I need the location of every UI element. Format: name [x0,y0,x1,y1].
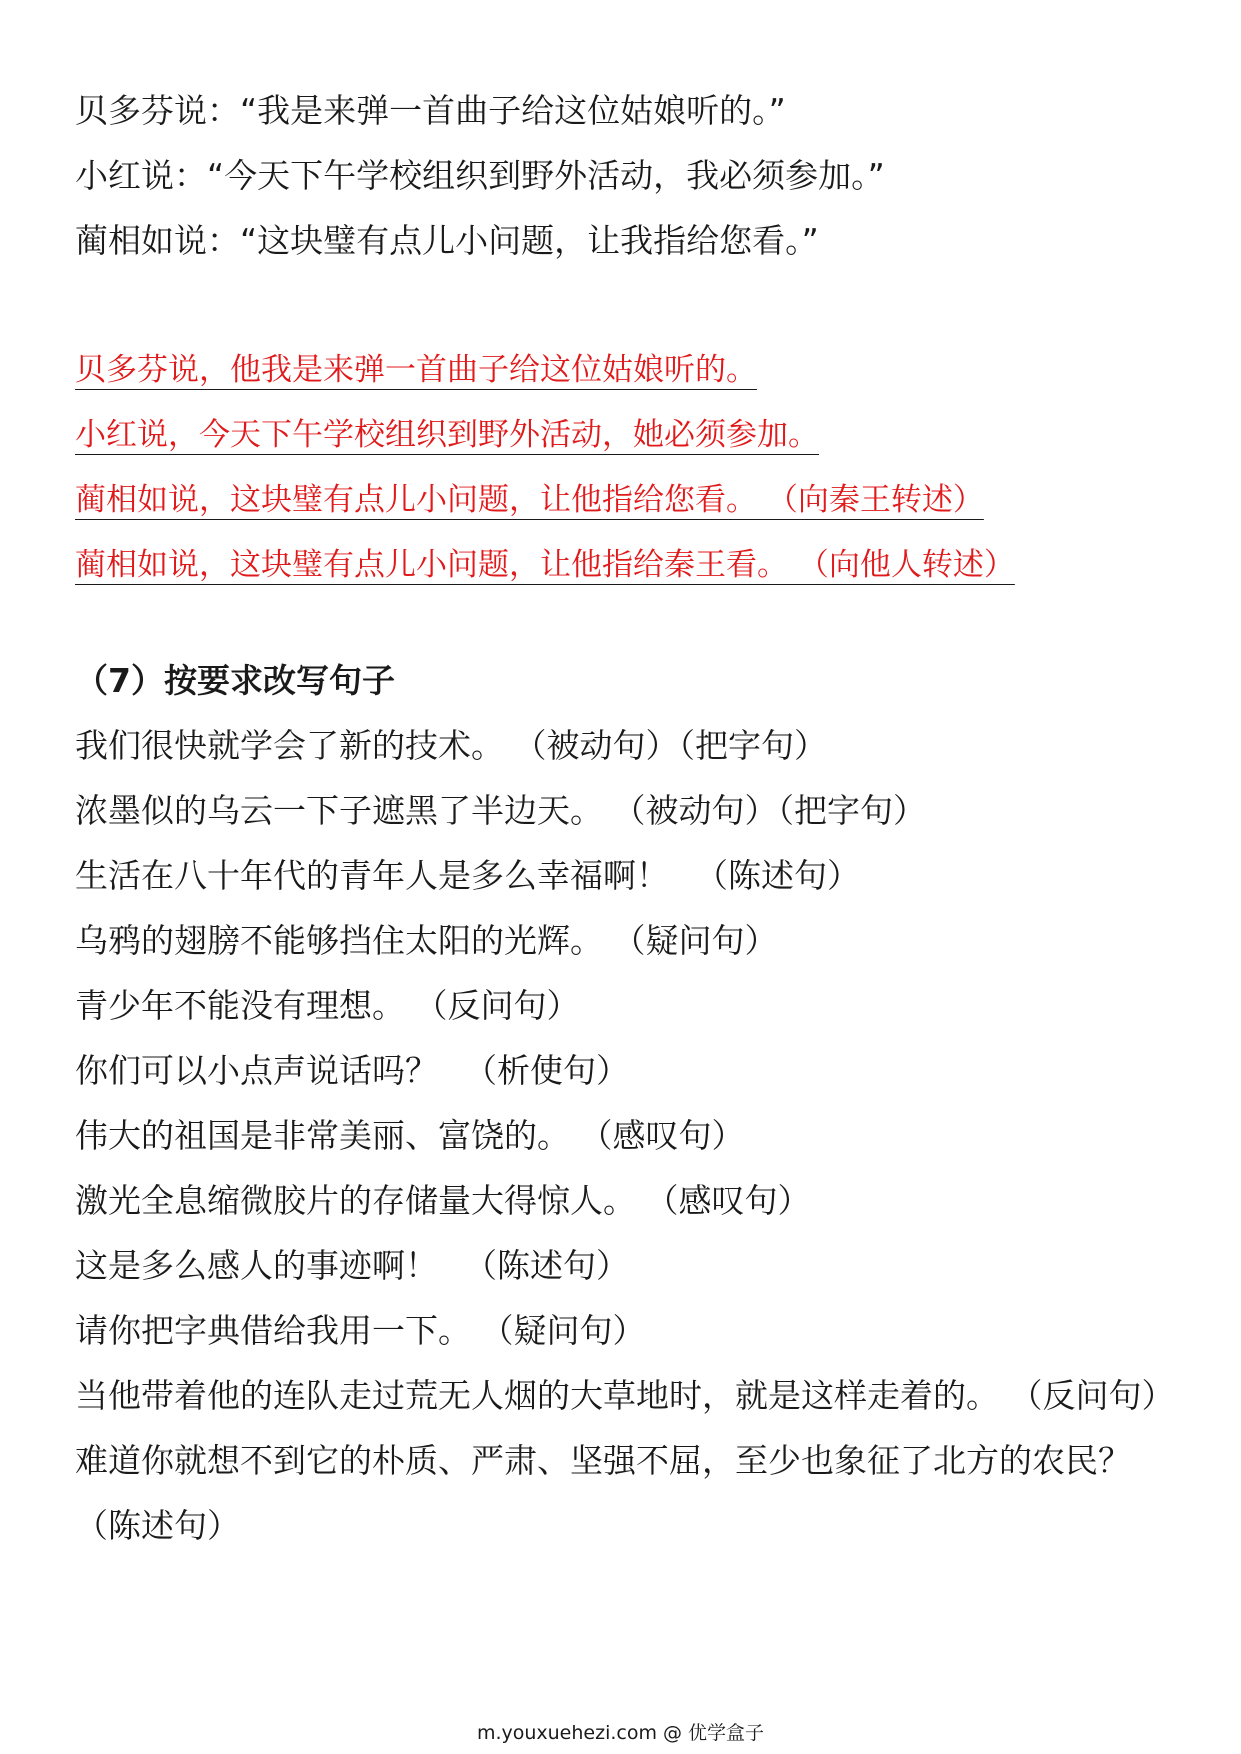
exercise-item [75,713,1175,778]
answer-line [75,533,1175,598]
dialogue-line: 贝多芬说：“我是来弹一首曲子给这位姑娘听的。” [75,91,786,130]
answer-line [75,403,1175,468]
exercise-note: （被动句）（把字句） [530,726,827,765]
exercise-note: （疑问句） [629,921,778,960]
answer-text: 小红说，今天下午学校组织到野外活动，她必须参加。 [75,417,819,453]
exercise-item [75,1038,1175,1103]
exercise-note: （感叹句） [662,1181,811,1220]
spacer [75,598,1175,648]
dialogue-line: 蔺相如说：“这块璧有点儿小问题，让我指给您看。” [75,221,819,260]
exercise-note: （陈述句） [464,1246,629,1285]
exercise-sentence: 你们可以小点声说话吗？ [75,1051,438,1090]
exercise-note: （反问句） [431,986,580,1025]
answer-text: 蔺相如说，这块璧有点儿小问题，让他指给您看。 （向秦王转述） [75,482,984,518]
spacer [75,273,1175,338]
exercise-sentence: 请你把字典借给我用一下。 [75,1311,471,1350]
exercise-item [75,908,1175,973]
exercise-item [75,1233,1175,1298]
exercise-sentence: 我们很快就学会了新的技术。 [75,726,504,765]
exercise-item [75,1103,1175,1168]
answer-line [75,338,1175,403]
exercise-item-long: 难道你就想不到它的朴质、严肃、坚强不屈，至少也象征了北方的农民？（陈述句） [75,1441,1131,1545]
exercise-item [75,973,1175,1038]
exercise-sentence: 青少年不能没有理想。 [75,986,405,1025]
exercise-item [75,778,1175,843]
exercise-sentence: 伟大的祖国是非常美丽、富饶的。 [75,1116,570,1155]
exercise-note: （析使句） [464,1051,629,1090]
exercise-note: （陈述句） [695,856,860,895]
footer-watermark: m.youxuehezi.com @ 优学盒子 [476,1722,765,1744]
exercise-note: （疑问句） [497,1311,646,1350]
answer-line [75,468,1175,533]
document-page [75,78,1175,1558]
exercise-item [75,1168,1175,1233]
exercise-item-long: 当他带着他的连队走过荒无人烟的大草地时，就是这样走着的。 （反问句） [75,1376,1175,1415]
answer-text: 蔺相如说，这块璧有点儿小问题，让他指给秦王看。 （向他人转述） [75,547,1015,583]
exercise-note: （感叹句） [596,1116,745,1155]
exercise-sentence: 这是多么感人的事迹啊！ [75,1246,438,1285]
exercise-sentence: 乌鸦的翅膀不能够挡住太阳的光辉。 [75,921,603,960]
exercise-item [75,843,1175,908]
exercise-sentence: 激光全息缩微胶片的存储量大得惊人。 [75,1181,636,1220]
exercise-sentence: 生活在八十年代的青年人是多么幸福啊！ [75,856,669,895]
answer-text: 贝多芬说，他我是来弹一首曲子给这位姑娘听的。 [75,352,757,388]
exercise-sentence: 浓墨似的乌云一下子遮黑了半边天。 [75,791,603,830]
dialogue-line: 小红说：“今天下午学校组织到野外活动，我必须参加。” [75,156,885,195]
section-heading: （7）按要求改写句子 [75,661,395,700]
exercise-item [75,1298,1175,1363]
exercise-note: （被动句）（把字句） [629,791,926,830]
